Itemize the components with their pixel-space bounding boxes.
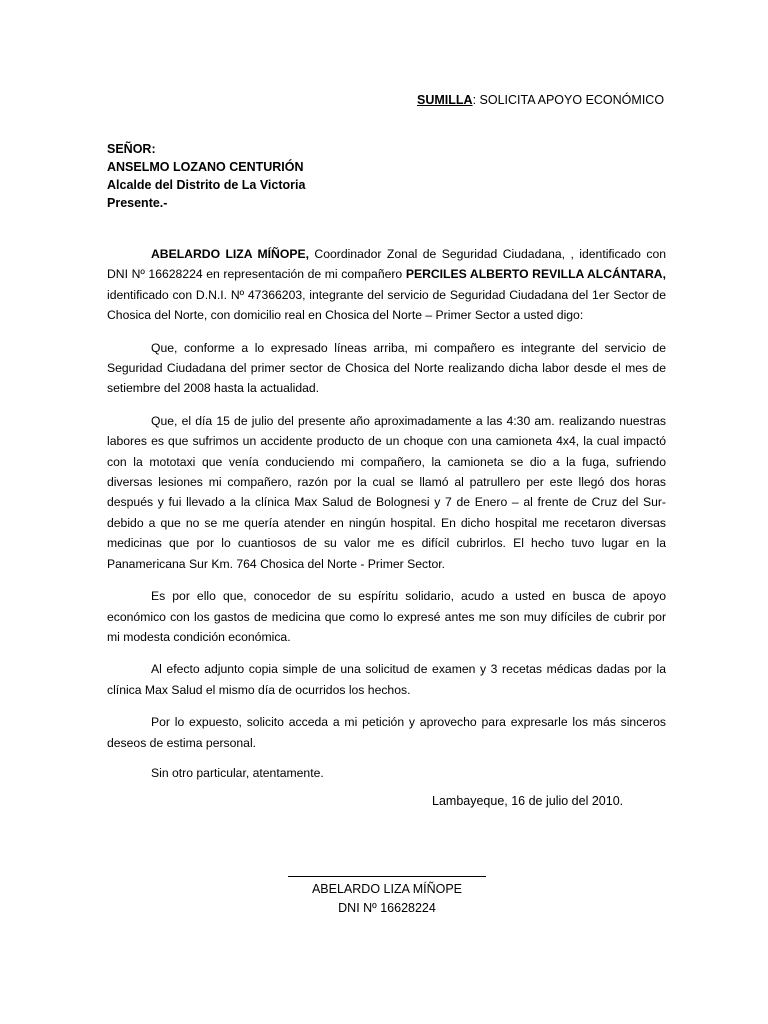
sumilla-heading [417, 93, 664, 107]
recipient-position: Alcalde del Distrito de La Victoria [107, 178, 306, 192]
paragraph-farewell: Sin otro particular, atentamente. [151, 765, 324, 780]
intro-text-a: Coordinador Zonal de Seguridad Ciudadana, , identificado con DNI Nº 16628224 en representación de mi compañero [107, 247, 667, 282]
recipient-name: ANSELMO LOZANO CENTURIÓN [107, 160, 304, 174]
sumilla-text: : SOLICITA APOYO ECONÓMICO [472, 93, 665, 107]
signature-name: ABELARDO LIZA MÍÑOPE [311, 882, 463, 896]
paragraph-accident: Que, el día 15 de julio del presente año aproximadamente a las 4:30 am. realizando nuestras labores es que sufrimos un accidente producto de un choque con una camioneta 4x4, la cual impactó con la mototaxi que venía conduciendo mi compañero, la camioneta se dio a la fuga, sufriendo diversas lesiones mi compañero, razón por la cual se llamó al patrullero per este llegó dos horas después y fui llevado a la clínica Max Salud de Bolognesi y 7 de Enero – al frente de Cruz del Sur- debido a que no se me quería atender en ningún hospital. En dicho hospital me recetaron diversas medicinas que por lo cuantiosos de su valor me es difícil cubrirlos. El hecho tuvo lugar en la Panamericana Sur Km. 764 Chosica del Norte - Primer Sector. [107, 413, 666, 571]
letter-body [107, 244, 666, 795]
signature-line [288, 876, 486, 877]
recipient-presente: Presente.- [107, 196, 168, 210]
sender-name: ABELARDO LIZA MÍÑOPE, [151, 247, 309, 261]
sumilla-label: SUMILLA [417, 93, 473, 107]
paragraph-introduction [107, 244, 666, 326]
paragraph-request: Es por ello que, conocedor de su espíritu solidario, acudo a usted en busca de apoyo económico con los gastos de medicina que como lo expresé antes me son muy difíciles de cubrir por mi modesta condición económica. [107, 589, 666, 644]
place-date: Lambayeque, 16 de julio del 2010. [432, 794, 624, 808]
recipient-block [107, 140, 305, 212]
paragraph-closing-request: Por lo expuesto, solicito acceda a mi petición y aprovecho para expresarle los más sinceros deseos de estima personal. [107, 715, 666, 750]
recipient-salutation: SEÑOR: [107, 142, 156, 156]
paragraph-background: Que, conforme a lo expresado líneas arriba, mi compañero es integrante del servicio de Seguridad Ciudadana del primer sector de Chosica del Norte realizando dicha labor desde el mes de setiembre del 2008 hasta la actualidad. [107, 340, 666, 396]
signature-dni: DNI Nº 16628224 [338, 901, 436, 915]
partner-name: PERCILES ALBERTO REVILLA ALCÁNTARA, [405, 267, 666, 282]
intro-text-b: identificado con D.N.I. Nº 47366203, integrante del servicio de Seguridad Ciudadana del 1er Sector de Chosica del Norte, con domicilio real en Chosica del Norte – Primer Sector a usted digo: [107, 287, 666, 323]
paragraph-attachments: Al efecto adjunto copia simple de una solicitud de examen y 3 recetas médicas dadas por la clínica Max Salud el mismo día de ocurridos los hechos. [107, 662, 666, 697]
